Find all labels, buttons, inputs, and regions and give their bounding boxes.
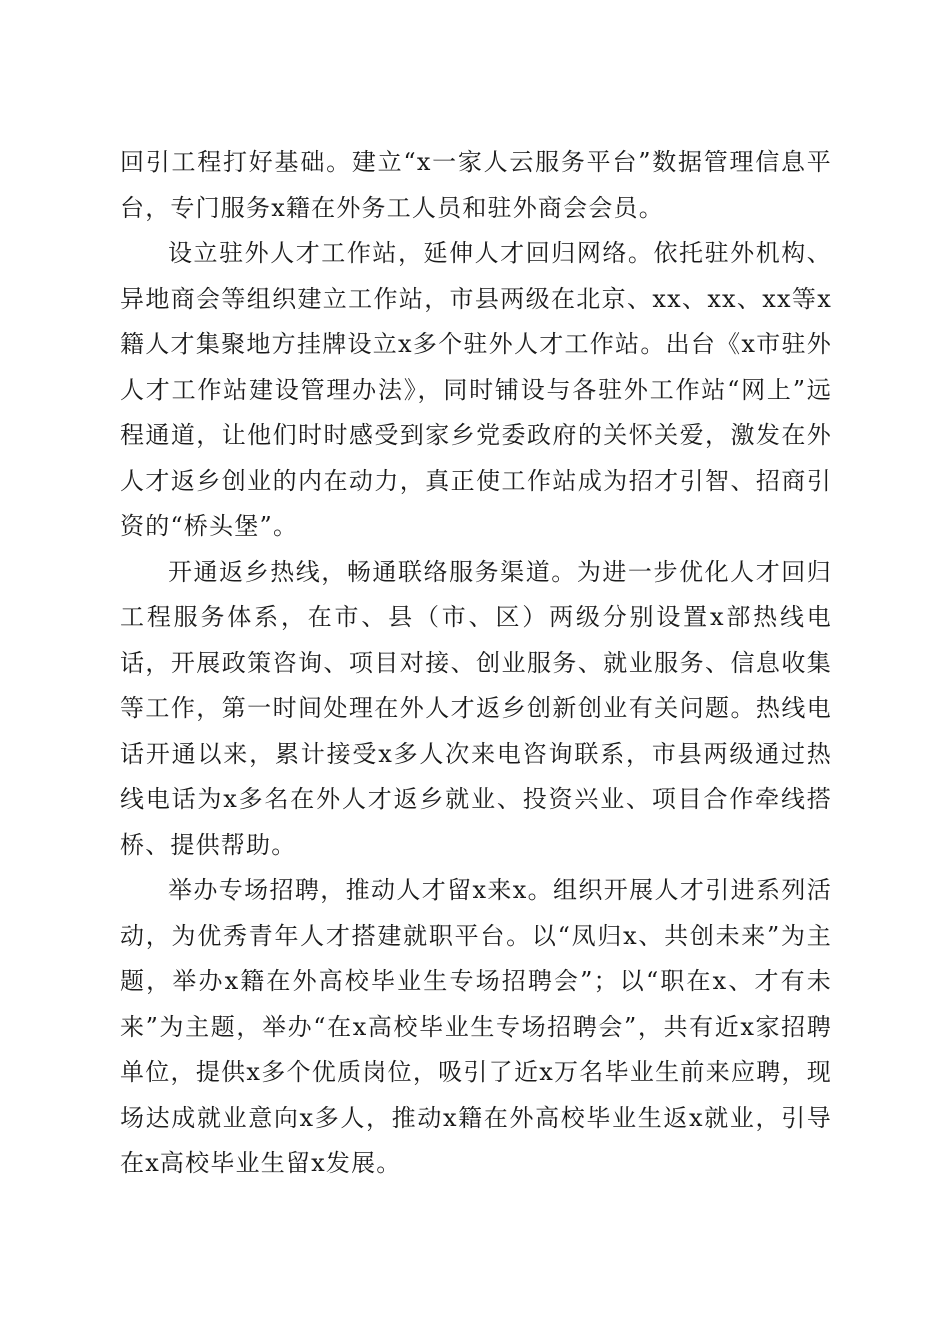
paragraph-job-fair: 举办专场招聘，推动人才留x来x。组织开展人才引进系列活动，为优秀青年人才搭建就职平台。以“凤归x、共创未来”为主题，举办x籍在外高校毕业生专场招聘会”；以“职在x、才有未来”为主题，举办“在x高校毕业生专场招聘会”，共有近x家招聘单位，提供x多个优质岗位，吸引了近x万名毕业生前来应聘，现场达成就业意向x多人，推动x籍在外高校毕业生返x就业，引导在x高校毕业生留x发展。 [120,876,832,1177]
paragraph-overseas-talent-stations: 设立驻外人才工作站，延伸人才回归网络。依托驻外机构、异地商会等组织建立工作站，市县两级在北京、xx、xx、xx等x籍人才集聚地方挂牌设立x多个驻外人才工作站。出台《x市驻外人才工作站建设管理办法》，同时铺设与各驻外工作站“网上”远程通道，让他们时时感受到家乡党委政府的关怀关爱，激发在外人才返乡创业的内在动力，真正使工作站成为招才引智、招商引资的“桥头堡”。 [120,239,832,540]
paragraph-continuation: 回引工程打好基础。建立“x一家人云服务平台”数据管理信息平台，专门服务x籍在外务工人员和驻外商会会员。 [120,148,832,222]
paragraph-hotline: 开通返乡热线，畅通联络服务渠道。为进一步优化人才回归工程服务体系，在市、县（市、区）两级分别设置x部热线电话，开展政策咨询、项目对接、创业服务、就业服务、信息收集等工作，第一时间处理在外人才返乡创新创业有关问题。热线电话开通以来，累计接受x多人次来电咨询联系，市县两级通过热线电话为x多名在外人才返乡就业、投资兴业、项目合作牵线搭桥、提供帮助。 [120,557,832,859]
document-body [120,140,832,1187]
